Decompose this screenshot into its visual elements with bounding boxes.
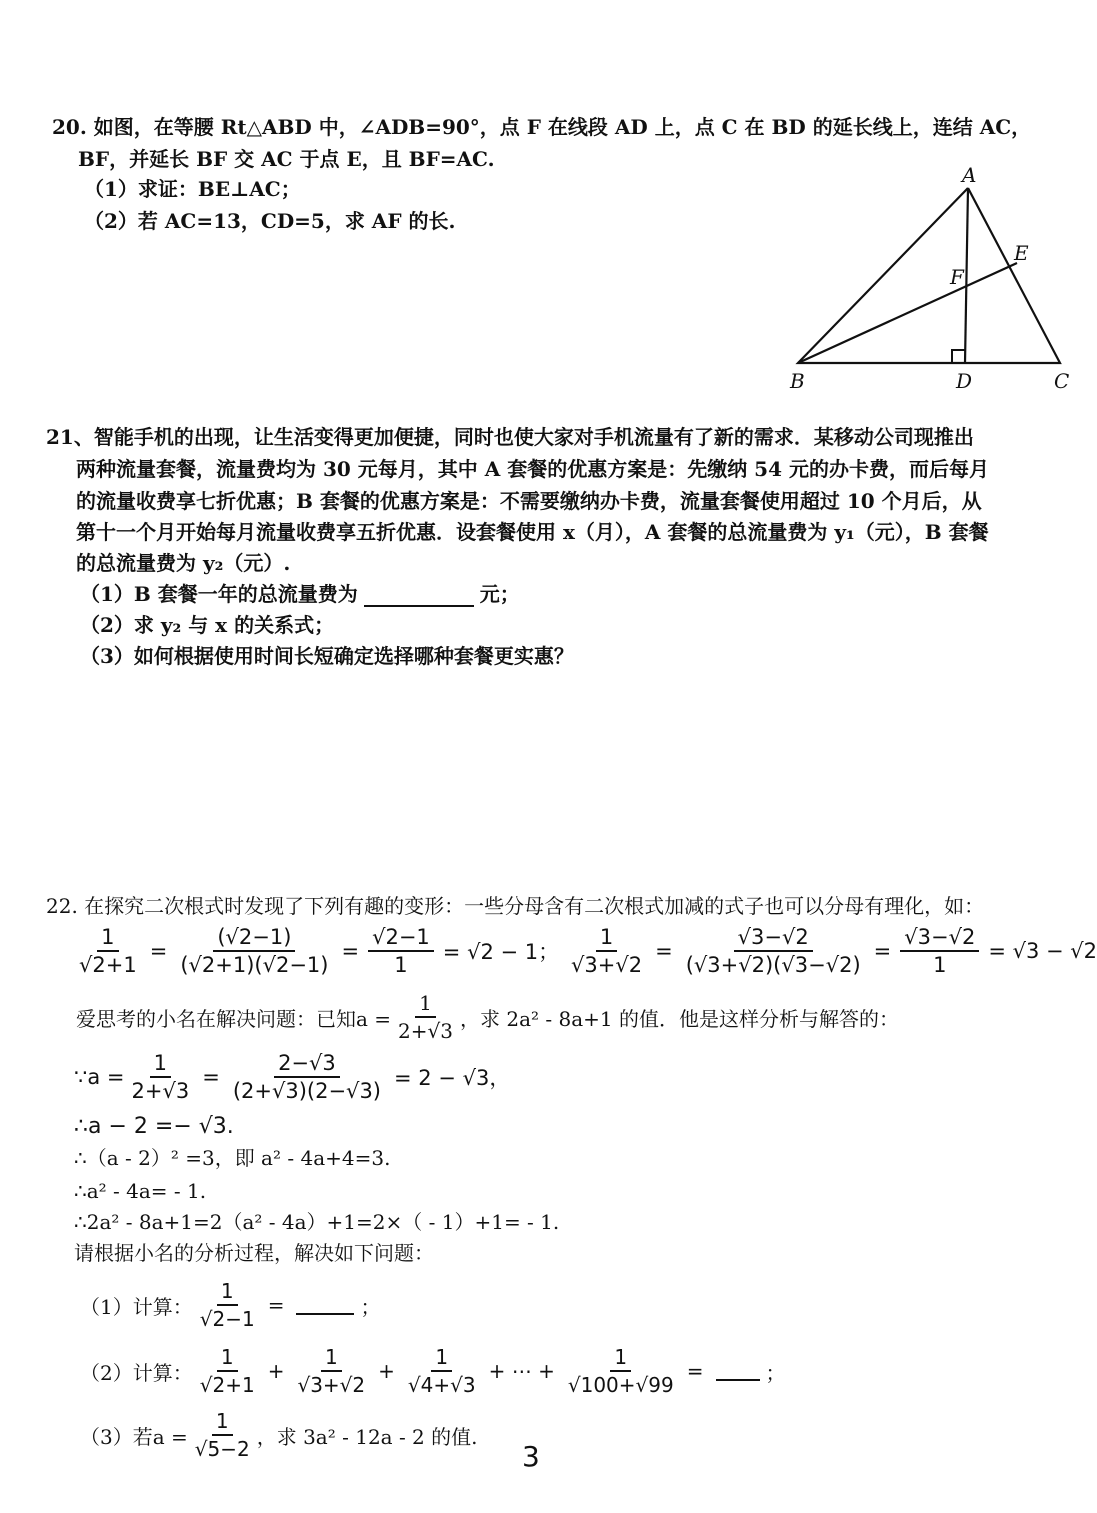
q20-line1: 20. 如图，在等腰 Rt△ABD 中，∠ADB=90°，点 F 在线段 AD 上，点 C 在 BD 的延长线上，连结 AC， <box>52 115 1032 139</box>
q21-line3: 的流量收费享七折优惠；B 套餐的优惠方案是：不需要缴纳办卡费，流量套餐使用超过 10 个月后，从 <box>76 489 982 513</box>
q22-step-5: ∴2a² - 8a+1=2（a² - 4a）+1=2×（ - 1）+1= - 1. <box>74 1210 560 1234</box>
fraction: $\frac{1}{√2-1}$ <box>199 1279 255 1331</box>
q21-part1-text: （1）B 套餐一年的总流量费为 <box>80 582 358 606</box>
q22-step-2: ∴a − 2 =− √3. <box>74 1114 234 1139</box>
page-number: 3 <box>522 1440 540 1473</box>
q21-line2: 两种流量套餐，流量费均为 30 元每月，其中 A 套餐的优惠方案是：先缴纳 54 元的办卡费，而后每月 <box>76 457 989 481</box>
q21-line1: 21、智能手机的出现，让生活变得更加便捷，同时也使大家对手机流量有了新的需求．某移动公司现推出 <box>46 425 974 449</box>
answer-blank[interactable] <box>296 1295 354 1315</box>
fraction: $\frac{1}{2+√3}$ <box>398 991 453 1043</box>
q22-intro: 22. 在探究二次根式时发现了下列有趣的变形：一些分母含有二次根式加减的式子也可以分母有理化，如： <box>46 894 985 918</box>
q22-part3: （3）若a = $\frac{1}{√5-2}$ ，求 3a² - 12a - 2 的值. <box>80 1409 478 1461</box>
answer-blank[interactable] <box>716 1361 760 1381</box>
q20-part1: （1）求证：BE⊥AC； <box>84 177 301 201</box>
label-b: B <box>790 369 805 393</box>
fraction: $\frac{√3-√2}{(√3+√2)(√3-√2)}$ <box>685 925 861 977</box>
label-d: D <box>956 369 973 393</box>
fraction: $\frac{2-√3}{(2+√3)(2-√3)}$ <box>232 1051 381 1103</box>
triangle-figure <box>780 160 1075 395</box>
q22-given: 爱思考的小名在解决问题：已知a = $\frac{1}{2+√3}$ ，求 2a² - 8a+1 的值．他是这样分析与解答的： <box>76 991 899 1043</box>
fraction: $\frac{1}{√100+√99}$ <box>567 1345 674 1397</box>
label-c: C <box>1054 369 1070 393</box>
q20-line2: BF，并延长 BF 交 AC 于点 E，且 BF=AC. <box>78 147 495 171</box>
q22-part1: （1）计算： $\frac{1}{√2-1}$ = ； <box>80 1279 381 1331</box>
label-e: E <box>1014 241 1029 265</box>
q22-example-1: $\frac{1}{√2+1}$ = $\frac{(√2-1)}{(√2+1)(√2-1)}$ = $\frac{√2-1}{1}$ = √2 − 1； <box>72 924 559 978</box>
q21-part3: （3）如何根据使用时间长短确定选择哪种套餐更实惠？ <box>80 644 574 668</box>
fraction: $\frac{1}{√2+1}$ <box>199 1345 255 1397</box>
right-angle-mark <box>952 350 965 363</box>
fraction: $\frac{1}{√5-2}$ <box>194 1409 250 1461</box>
q21-part1 <box>80 581 520 607</box>
fraction: $\frac{√2-1}{1}$ <box>368 924 434 978</box>
fraction: $\frac{1}{√3+√2}$ <box>571 925 643 977</box>
label-a: A <box>962 163 977 187</box>
q21-line4: 第十一个月开始每月流量收费享五折优惠．设套餐使用 x（月），A 套餐的总流量费为 y₁（元），B 套餐 <box>76 520 989 544</box>
fraction: $\frac{1}{√4+√3}$ <box>407 1345 476 1397</box>
answer-blank[interactable] <box>364 587 474 607</box>
fraction: $\frac{1}{2+√3}$ <box>131 1051 190 1103</box>
fraction: $\frac{√3-√2}{1}$ <box>900 924 979 978</box>
segment-be <box>798 263 1017 363</box>
q22-example-2: $\frac{1}{√3+√2}$ = $\frac{√3-√2}{(√3+√2)(√3-√2)}$ = $\frac{√3-√2}{1}$ = √3 − √2 <box>564 924 1097 978</box>
fraction: $\frac{1}{√2+1}$ <box>79 925 137 977</box>
altitude-ad <box>965 188 968 363</box>
q22-part2: （2）计算： $\frac{1}{√2+1}$ + $\frac{1}{√3+√2}$ + $\frac{1}{√4+√3}$ + ⋯ + $\frac{1}{√100+√99}$ = ； <box>80 1345 786 1397</box>
q22-step-3: ∴（a - 2）² =3，即 a² - 4a+4=3. <box>74 1146 391 1170</box>
q21-part1-unit: 元； <box>479 582 520 606</box>
q22-instruction: 请根据小名的分析过程，解决如下问题： <box>74 1241 434 1265</box>
q21-part2: （2）求 y₂ 与 x 的关系式； <box>80 613 335 637</box>
q22-step-4: ∴a² - 4a= - 1. <box>74 1179 207 1203</box>
triangle-outline <box>798 188 1060 363</box>
label-f: F <box>950 265 964 289</box>
q20-part2: （2）若 AC=13，CD=5，求 AF 的长. <box>84 209 456 233</box>
q22-step-1: ∵a = $\frac{1}{2+√3}$ = $\frac{2-√3}{(2+√3)(2-√3)}$ = 2 − √3， <box>74 1051 511 1103</box>
q21-line5: 的总流量费为 y₂（元）. <box>76 551 291 575</box>
fraction: $\frac{1}{√3+√2}$ <box>297 1345 366 1397</box>
fraction: $\frac{(√2-1)}{(√2+1)(√2-1)}$ <box>180 925 329 977</box>
